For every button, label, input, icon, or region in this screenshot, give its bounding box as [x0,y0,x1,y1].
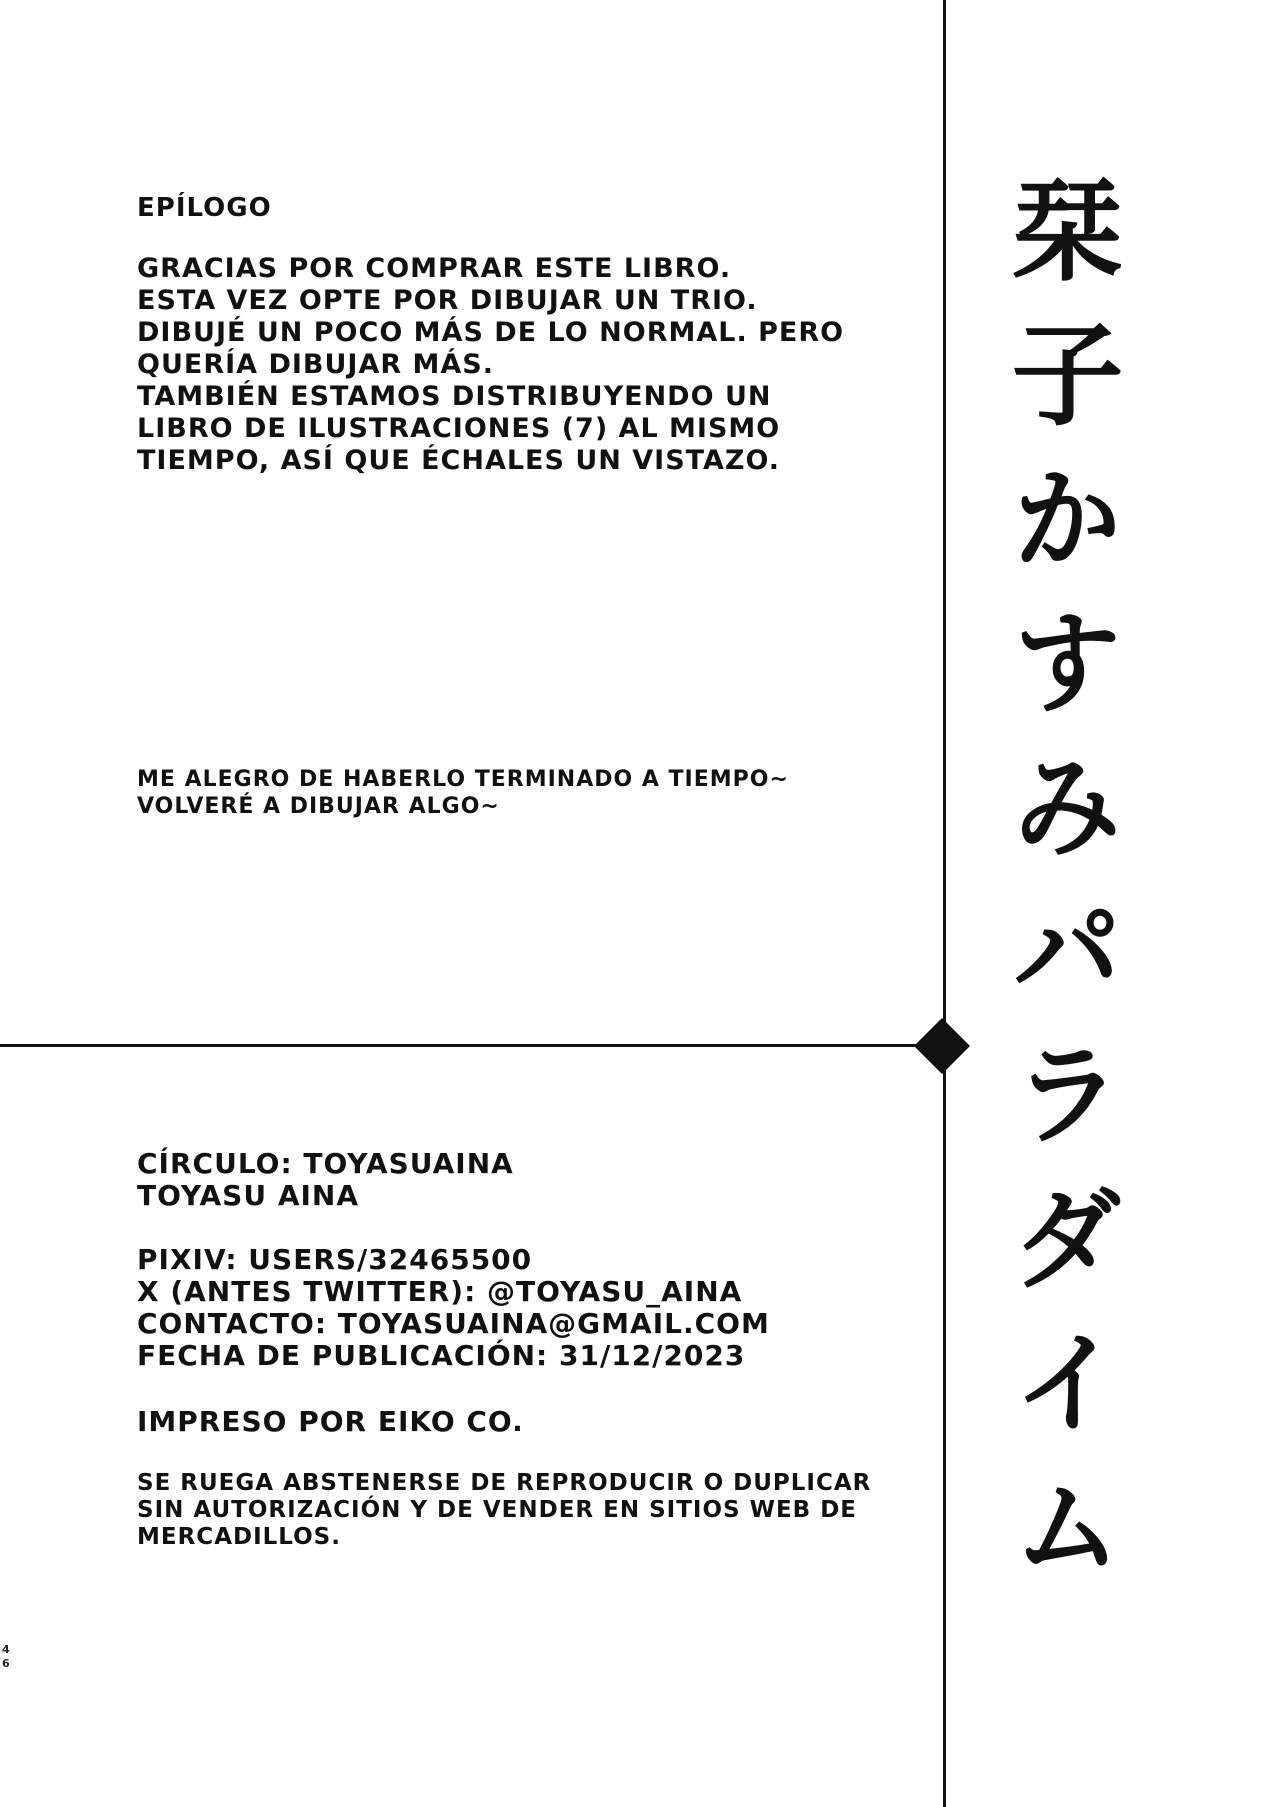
circle-credits [137,1148,514,1212]
page-number-digit: 4 [2,1643,10,1656]
contact-email: CONTACTO: TOYASUAINA@GMAIL.COM [137,1307,770,1340]
notice-line: SE RUEGA ABSTENERSE DE REPRODUCIR O DUPLICAR [137,1470,872,1496]
x-account: X (ANTES TWITTER): @TOYASU_AINA [137,1275,743,1308]
epilogue-note-line: VOLVERÉ A DIBUJAR ALGO~ [137,794,500,819]
book-title: 栞子かすみパラダイム [993,172,1124,1612]
printer-credit: IMPRESO POR EIKO CO. [137,1405,524,1438]
epilogue-note-line: ME ALEGRO DE HABERLO TERMINADO A TIEMPO~ [137,767,789,792]
epilogue-line: LIBRO DE ILUSTRACIONES (7) AL MISMO [137,413,781,444]
circle-name: CÍRCULO: TOYASUAINA [137,1147,514,1180]
horizontal-divider [0,1044,944,1047]
epilogue-line: QUERÍA DIBUJAR MÁS. [137,349,495,380]
notice-line: MERCADILLOS. [137,1524,341,1550]
epilogue-line: TAMBIÉN ESTAMOS DISTRIBUYENDO UN [137,381,772,412]
epilogue-line: TIEMPO, ASÍ QUE ÉCHALES UN VISTAZO. [137,445,781,476]
publication-date: FECHA DE PUBLICACIÓN: 31/12/2023 [137,1339,746,1372]
epilogue-line: GRACIAS POR COMPRAR ESTE LIBRO. [137,253,732,284]
pixiv-id: PIXIV: USERS/32465500 [137,1243,533,1276]
author-name: TOYASU AINA [137,1179,360,1212]
contact-credits [137,1244,770,1372]
page-number [2,1643,14,1671]
copyright-notice [137,1470,877,1551]
epilogue-line: ESTA VEZ OPTE POR DIBUJAR UN TRIO. [137,285,758,316]
diamond-ornament [914,1018,970,1074]
epilogue-line: DIBUJÉ UN POCO MÁS DE LO NORMAL. PERO [137,317,845,348]
page-number-digit: 6 [2,1657,10,1670]
epilogue-note [137,766,857,820]
epilogue-title: EPÍLOGO [137,193,272,223]
vertical-divider [943,0,946,1807]
epilogue-paragraph [137,253,857,477]
notice-line: SIN AUTORIZACIÓN Y DE VENDER EN SITIOS WEB DE [137,1497,858,1523]
